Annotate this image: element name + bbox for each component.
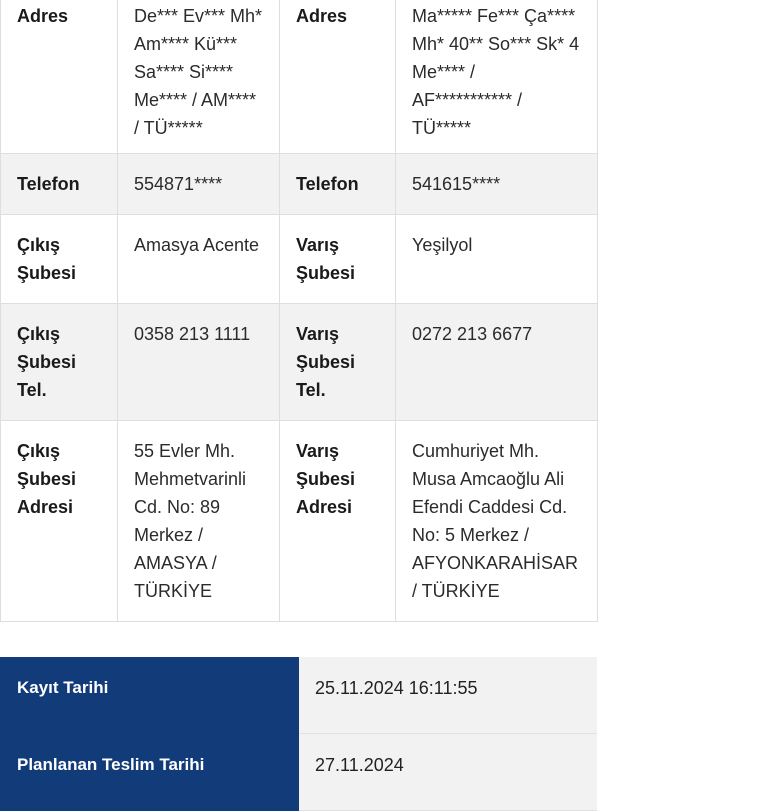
planned-delivery-label: Planlanan Teslim Tarihi xyxy=(0,734,299,811)
receiver-address-line: AF*********** / xyxy=(412,90,523,110)
label-line: Şubesi xyxy=(296,263,356,283)
label-line: Şubesi xyxy=(296,352,356,372)
receiver-phone-value: 541615**** xyxy=(396,154,598,215)
receiver-address-line: Me**** / xyxy=(412,62,476,82)
address-line: Musa Amcaoğlu Ali xyxy=(412,469,565,489)
address-line: AFYONKARAHİSAR xyxy=(412,553,579,573)
sender-phone-label: Telefon xyxy=(1,154,118,215)
branch-phone-row xyxy=(1,304,598,421)
departure-branch-value: Amasya Acente xyxy=(118,215,280,304)
label-line: Çıkış xyxy=(17,235,61,255)
address-line: Efendi Caddesi Cd. xyxy=(412,497,568,517)
label-line: Çıkış xyxy=(17,324,61,344)
receiver-address-label: Adres xyxy=(280,0,396,154)
arrival-branch-address-label xyxy=(280,421,396,622)
receiver-address-line: Mh* 40** So*** Sk* 4 xyxy=(412,34,580,54)
address-line: Cumhuriyet Mh. xyxy=(412,441,540,461)
sender-phone-value: 554871**** xyxy=(118,154,280,215)
branch-row xyxy=(1,215,598,304)
label-line: Adresi xyxy=(296,497,353,517)
address-line: 55 Evler Mh. xyxy=(134,441,236,461)
sender-address-label: Adres xyxy=(1,0,118,154)
registration-date-label: Kayıt Tarihi xyxy=(0,657,299,734)
departure-branch-label xyxy=(1,215,118,304)
label-line: Çıkış xyxy=(17,441,61,461)
address-line: TÜRKİYE xyxy=(134,581,213,601)
address-line: No: 5 Merkez / xyxy=(412,525,530,545)
sender-address-line: De*** Ev*** Mh* xyxy=(134,6,263,26)
address-row xyxy=(1,0,598,154)
planned-delivery-row xyxy=(0,734,597,811)
sender-address-value xyxy=(118,0,280,154)
departure-branch-address-value xyxy=(118,421,280,622)
address-line: / TÜRKİYE xyxy=(412,581,500,601)
label-line: Şubesi xyxy=(17,352,77,372)
address-line: AMASYA / xyxy=(134,553,217,573)
address-line: Merkez / xyxy=(134,525,204,545)
registration-date-row xyxy=(0,657,597,734)
sender-address-line: Sa**** Si**** xyxy=(134,62,234,82)
dates-table xyxy=(0,657,597,811)
departure-branch-phone-value: 0358 213 1111 xyxy=(118,304,280,421)
receiver-address-line: TÜ***** xyxy=(412,118,472,138)
label-line: Şubesi xyxy=(296,469,356,489)
address-line: Cd. No: 89 xyxy=(134,497,221,517)
departure-branch-phone-label xyxy=(1,304,118,421)
departure-branch-address-label xyxy=(1,421,118,622)
arrival-branch-address-value xyxy=(396,421,598,622)
registration-date-value: 25.11.2024 16:11:55 xyxy=(299,657,597,734)
receiver-address-line: Ma***** Fe*** Ça**** xyxy=(412,6,576,26)
arrival-branch-phone-label xyxy=(280,304,396,421)
label-line: Tel. xyxy=(296,380,326,400)
label-line: Adresi xyxy=(17,497,74,517)
branch-address-row xyxy=(1,421,598,622)
sender-address-line: Am**** Kü*** xyxy=(134,34,238,54)
label-line: Varış xyxy=(296,324,340,344)
receiver-address-value xyxy=(396,0,598,154)
arrival-branch-value: Yeşilyol xyxy=(396,215,598,304)
label-line: Şubesi xyxy=(17,469,77,489)
arrival-branch-label xyxy=(280,215,396,304)
label-line: Varış xyxy=(296,441,340,461)
receiver-phone-label: Telefon xyxy=(280,154,396,215)
sender-address-line: / TÜ***** xyxy=(134,118,203,138)
address-line: Mehmetvarinli xyxy=(134,469,247,489)
planned-delivery-value: 27.11.2024 xyxy=(299,734,597,811)
phone-row xyxy=(1,154,598,215)
label-line: Varış xyxy=(296,235,340,255)
label-line: Şubesi xyxy=(17,263,77,283)
label-line: Tel. xyxy=(17,380,47,400)
sender-address-line: Me**** / AM**** xyxy=(134,90,257,110)
arrival-branch-phone-value: 0272 213 6677 xyxy=(396,304,598,421)
